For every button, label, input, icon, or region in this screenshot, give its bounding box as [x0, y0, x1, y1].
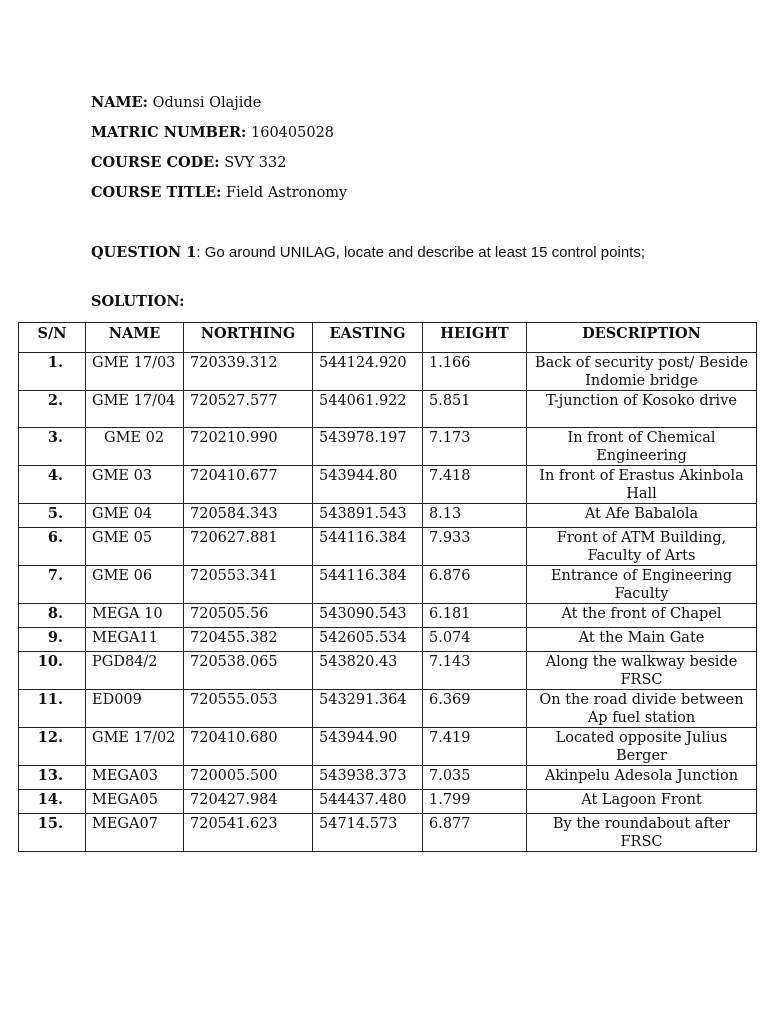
cell-height: 6.181 — [423, 604, 527, 628]
cell-description: At the Main Gate — [527, 628, 757, 652]
cell-northing: 720410.680 — [184, 728, 313, 766]
cell-description: At Lagoon Front — [527, 790, 757, 814]
course-code-label: COURSE CODE: — [91, 154, 220, 171]
cell-easting: 544124.920 — [313, 353, 423, 391]
cell-description: In front of Chemical Engineering — [527, 428, 757, 466]
cell-sn: 3. — [19, 428, 86, 466]
cell-description: At Afe Babalola — [527, 504, 757, 528]
table-row — [19, 504, 757, 528]
course-title-line — [91, 184, 347, 202]
cell-northing: 720584.343 — [184, 504, 313, 528]
cell-sn: 6. — [19, 528, 86, 566]
cell-height: 7.933 — [423, 528, 527, 566]
cell-easting: 544437.480 — [313, 790, 423, 814]
cell-height: 1.799 — [423, 790, 527, 814]
cell-description: By the roundabout after FRSC — [527, 814, 757, 852]
table-row — [19, 466, 757, 504]
cell-name: GME 17/04 — [86, 391, 184, 428]
column-header-height: HEIGHT — [423, 323, 527, 353]
cell-height: 7.143 — [423, 652, 527, 690]
table-row — [19, 652, 757, 690]
cell-name: GME 03 — [86, 466, 184, 504]
cell-sn: 9. — [19, 628, 86, 652]
table-row — [19, 604, 757, 628]
cell-name: MEGA07 — [86, 814, 184, 852]
cell-name: MEGA03 — [86, 766, 184, 790]
cell-name: ED009 — [86, 690, 184, 728]
table-row — [19, 428, 757, 466]
cell-easting: 543820.43 — [313, 652, 423, 690]
cell-sn: 12. — [19, 728, 86, 766]
cell-sn: 14. — [19, 790, 86, 814]
cell-sn: 11. — [19, 690, 86, 728]
cell-height: 7.418 — [423, 466, 527, 504]
matric-label: MATRIC NUMBER: — [91, 124, 247, 141]
table-row — [19, 566, 757, 604]
cell-sn: 1. — [19, 353, 86, 391]
cell-name: GME 17/02 — [86, 728, 184, 766]
table-row — [19, 528, 757, 566]
cell-name: GME 02 — [86, 428, 184, 466]
cell-northing: 720410.677 — [184, 466, 313, 504]
table-row — [19, 728, 757, 766]
cell-description: Located opposite Julius Berger — [527, 728, 757, 766]
cell-height: 7.035 — [423, 766, 527, 790]
cell-easting: 543938.373 — [313, 766, 423, 790]
cell-northing: 720339.312 — [184, 353, 313, 391]
table-row — [19, 790, 757, 814]
table-row — [19, 391, 757, 428]
table-row — [19, 766, 757, 790]
name-label: NAME: — [91, 94, 148, 111]
cell-northing: 720210.990 — [184, 428, 313, 466]
cell-northing: 720005.500 — [184, 766, 313, 790]
question-text: : Go around UNILAG, locate and describe at least 15 control points; — [196, 244, 645, 261]
cell-name: MEGA 10 — [86, 604, 184, 628]
cell-easting: 544116.384 — [313, 566, 423, 604]
cell-easting: 543944.80 — [313, 466, 423, 504]
cell-northing: 720505.56 — [184, 604, 313, 628]
table-row — [19, 628, 757, 652]
control-points-table — [18, 322, 757, 852]
table-row — [19, 814, 757, 852]
cell-height: 6.369 — [423, 690, 527, 728]
cell-northing: 720541.623 — [184, 814, 313, 852]
cell-northing: 720527.577 — [184, 391, 313, 428]
cell-sn: 8. — [19, 604, 86, 628]
course-title-label: COURSE TITLE: — [91, 184, 222, 201]
question-label: QUESTION 1 — [91, 244, 197, 261]
cell-height: 5.851 — [423, 391, 527, 428]
question-1 — [91, 243, 651, 263]
table-row — [19, 690, 757, 728]
cell-sn: 13. — [19, 766, 86, 790]
cell-sn: 5. — [19, 504, 86, 528]
cell-name: PGD84/2 — [86, 652, 184, 690]
cell-easting: 543891.543 — [313, 504, 423, 528]
cell-northing: 720627.881 — [184, 528, 313, 566]
column-header-sn: S/N — [19, 323, 86, 353]
cell-name: GME 06 — [86, 566, 184, 604]
matric-number-line — [91, 124, 334, 142]
cell-northing: 720553.341 — [184, 566, 313, 604]
table-header-row — [19, 323, 757, 353]
cell-description: At the front of Chapel — [527, 604, 757, 628]
cell-easting: 543090.543 — [313, 604, 423, 628]
course-code-value: SVY 332 — [224, 155, 287, 171]
cell-description: Akinpelu Adesola Junction — [527, 766, 757, 790]
cell-easting: 542605.534 — [313, 628, 423, 652]
table-row — [19, 353, 757, 391]
cell-easting: 544116.384 — [313, 528, 423, 566]
cell-sn: 4. — [19, 466, 86, 504]
cell-sn: 15. — [19, 814, 86, 852]
column-header-easting: EASTING — [313, 323, 423, 353]
cell-height: 7.419 — [423, 728, 527, 766]
cell-sn: 7. — [19, 566, 86, 604]
name-value: Odunsi Olajide — [152, 95, 262, 111]
cell-height: 1.166 — [423, 353, 527, 391]
cell-name: GME 17/03 — [86, 353, 184, 391]
cell-description: In front of Erastus Akinbola Hall — [527, 466, 757, 504]
cell-easting: 54714.573 — [313, 814, 423, 852]
cell-description: On the road divide between Ap fuel station — [527, 690, 757, 728]
cell-easting: 543944.90 — [313, 728, 423, 766]
cell-description: Entrance of Engineering Faculty — [527, 566, 757, 604]
cell-northing: 720427.984 — [184, 790, 313, 814]
cell-name: GME 04 — [86, 504, 184, 528]
course-code-line — [91, 154, 286, 172]
cell-sn: 10. — [19, 652, 86, 690]
cell-northing: 720538.065 — [184, 652, 313, 690]
cell-height: 5.074 — [423, 628, 527, 652]
cell-name: MEGA05 — [86, 790, 184, 814]
cell-description: Back of security post/ Beside Indomie bridge — [527, 353, 757, 391]
column-header-description: DESCRIPTION — [527, 323, 757, 353]
cell-description: Along the walkway beside FRSC — [527, 652, 757, 690]
column-header-northing: NORTHING — [184, 323, 313, 353]
cell-easting: 543978.197 — [313, 428, 423, 466]
matric-value: 160405028 — [251, 125, 335, 141]
cell-easting: 544061.922 — [313, 391, 423, 428]
column-header-name: NAME — [86, 323, 184, 353]
cell-easting: 543291.364 — [313, 690, 423, 728]
solution-label: SOLUTION: — [91, 293, 185, 310]
cell-height: 7.173 — [423, 428, 527, 466]
student-name-line — [91, 94, 261, 112]
cell-northing: 720455.382 — [184, 628, 313, 652]
cell-northing: 720555.053 — [184, 690, 313, 728]
cell-description: T-junction of Kosoko drive — [527, 391, 757, 428]
cell-height: 6.877 — [423, 814, 527, 852]
cell-description: Front of ATM Building, Faculty of Arts — [527, 528, 757, 566]
cell-sn: 2. — [19, 391, 86, 428]
cell-name: GME 05 — [86, 528, 184, 566]
cell-name: MEGA11 — [86, 628, 184, 652]
cell-height: 8.13 — [423, 504, 527, 528]
cell-height: 6.876 — [423, 566, 527, 604]
course-title-value: Field Astronomy — [226, 185, 348, 201]
